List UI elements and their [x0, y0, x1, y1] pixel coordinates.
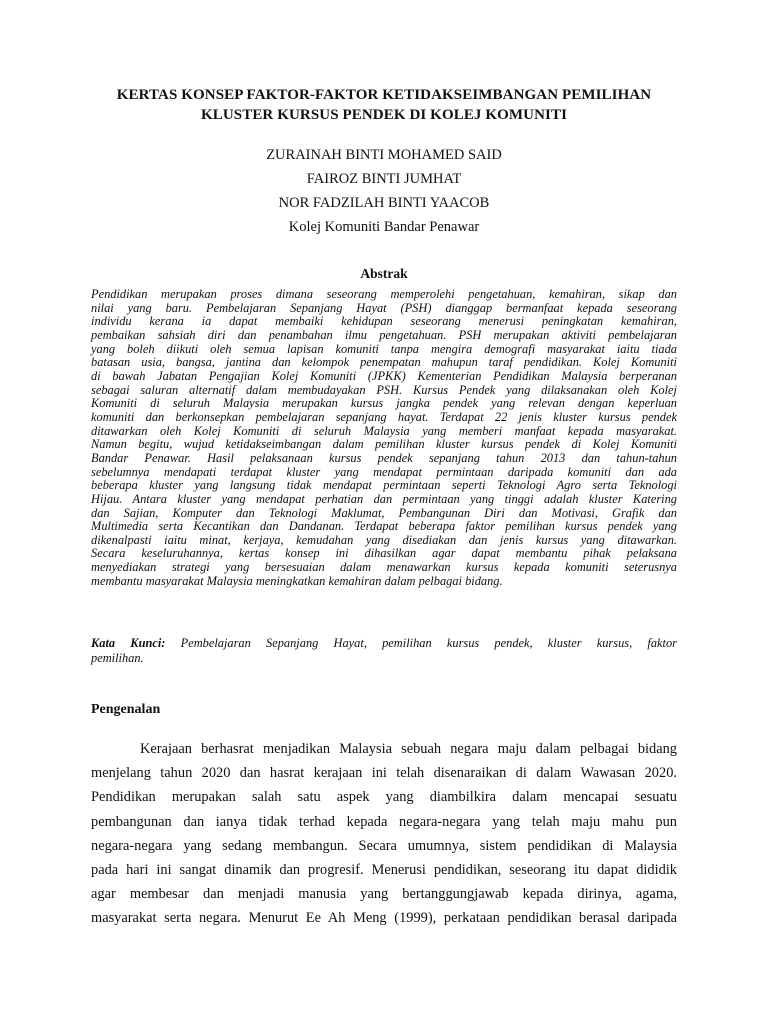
author-block [80, 143, 688, 239]
abstract-line: dan Sajian, Komputer dan Teknologi Maklumat, Pembangunan Diri dan Motivasi, Grafik dan [91, 505, 677, 520]
paragraph-line: menjelang tahun 2020 dan hasrat kerajaan ini telah disenaraikan di dalam Wawasan 2020. [91, 765, 677, 782]
title-line-1: KERTAS KONSEP FAKTOR-FAKTOR KETIDAKSEIMBANGAN PEMILIHAN [116, 87, 652, 103]
abstract-line: individu kerana ia dapat membaiki kehidupan seseorang menerusi peningkatan kemahiran, [91, 314, 677, 329]
abstract-line: Pendidikan merupakan proses dimana seseorang memperolehi pengetahuan, kemahiran, sikap dan [91, 287, 677, 301]
abstract-line: Komuniti di seluruh Malaysia merupakan kursus jangka pendek yang relevan dengan keperluan [91, 396, 677, 411]
abstract-line: batasan usia, bangsa, jantina dan kelompok penempatan mahupun taraf pendidikan. Kolej Komuniti [91, 355, 677, 370]
abstract-line: menyediakan strategi yang bersesuaian dalam menawarkan kursus kepada komuniti seterusnya [91, 560, 677, 575]
abstract-line: sebelumnya mendapati terdapat kluster yang mendapat permintaan daripada komuniti dan ada [91, 464, 677, 479]
abstract-line: sebagai saluran alternatif dalam membudayakan PSH. Kursus Pendek yang dilaksanakan oleh Kolej [91, 382, 677, 397]
abstract-line: Bandar Penawar. Hasil pelaksanaan kursus pendek sepanjang tahun 2013 dan tahun-tahun [91, 450, 677, 465]
abstract-line: ditawarkan oleh Kolej Komuniti di seluruh Malaysia yang memberi manfaat kepada masyarakat. [91, 423, 677, 438]
abstract-heading: Abstrak [360, 266, 408, 281]
paragraph-line: Pendidikan merupakan salah satu aspek yang diambilkira dalam mencapai sesuatu [91, 789, 677, 806]
keywords-label: Kata Kunci: [91, 636, 166, 650]
abstract-line: Namun begitu, wujud ketidakseimbangan dalam pemilihan kluster kursus pendek di Kolej Komuniti [91, 437, 677, 452]
paragraph-line: agar membesar dan menjadi manusia yang bertanggungjawab kepada dirinya, agama, [91, 886, 677, 903]
abstract-line: pembaikan sahsiah diri dan penambahan ilmu pengetahuan. PSH merupakan aktiviti pembelajaran [91, 327, 677, 342]
abstract-body [91, 288, 677, 588]
abstract-line: Secara keseluruhannya, kertas konsep ini dihasilkan agar dapat membantu pihak pelaksana [91, 546, 677, 561]
abstract-line: yang boleh diikuti oleh semua lapisan komuniti tanpa mengira demografi masyarakat iaitu tiada [91, 341, 677, 356]
abstract-line: dikenalpasti iaitu minat, kerjaya, kemudahan yang disediakan dan jenis kursus yang ditawarkan. [91, 532, 677, 547]
abstract-line: membantu masyarakat Malaysia meningkatkan kemahiran dalam pelbagai bidang. [91, 573, 503, 588]
paragraph-line: pada hari ini sangat dinamik dan progresif. Menerusi pendidikan, seseorang itu dapat dididik [91, 862, 677, 879]
section-heading: Pengenalan [91, 702, 161, 717]
author-name: ZURAINAH BINTI MOHAMED SAID [266, 147, 502, 163]
keywords-text: Pembelajaran Sepanjang Hayat, pemilihan kursus pendek, kluster kursus, faktor [180, 636, 677, 650]
keywords-line [91, 636, 677, 651]
abstract-line: Hijau. Antara kluster yang mendapat perhatian dan permintaan yang tinggi adalah kluster Katering [91, 491, 677, 506]
author-name: NOR FADZILAH BINTI YAACOB [278, 195, 490, 211]
paragraph-line: masyarakat serta negara. Menurut Ee Ah Meng (1999), perkataan pendidikan berasal daripada [91, 910, 677, 927]
abstract-line: di bawah Jabatan Pengajian Kolej Komuniti (JPKK) Kementerian Pendidikan Malaysia berperanan [91, 368, 677, 383]
keywords-line: pemilihan. [91, 651, 144, 665]
paper-title [80, 85, 688, 125]
abstract-line: Multimedia serta Kecantikan dan Dandanan. Terdapat beberapa faktor pemilihan kursus pendek yang [91, 519, 677, 534]
intro-paragraph [91, 737, 677, 931]
keywords [91, 636, 677, 666]
abstract-line: nilai yang baru. Pembelajaran Sepanjang Hayat (PSH) dianggap bermanfaat kepada seseorang [91, 300, 677, 315]
affiliation: Kolej Komuniti Bandar Penawar [288, 219, 480, 235]
title-line-2: KLUSTER KURSUS PENDEK DI KOLEJ KOMUNITI [200, 107, 568, 123]
abstract-line: komuniti dan berkonsepkan pembelajaran sepanjang hayat. Terdapat 22 jenis kluster kursus pendek [91, 409, 677, 424]
paragraph-line: Kerajaan berhasrat menjadikan Malaysia sebuah negara maju dalam pelbagai bidang [140, 741, 677, 757]
author-name: FAIROZ BINTI JUMHAT [306, 171, 462, 187]
abstract-line: beberapa kluster yang langsung tidak mendapat permintaan seperti Teknologi Agro serta Teknologi [91, 478, 677, 493]
paragraph-line: negara-negara yang sedang membangun. Secara umumnya, sistem pendidikan di Malaysia [91, 837, 677, 854]
paragraph-line: pembangunan dan ianya tidak terhad kepada negara-negara yang telah maju mahu pun [91, 813, 677, 830]
